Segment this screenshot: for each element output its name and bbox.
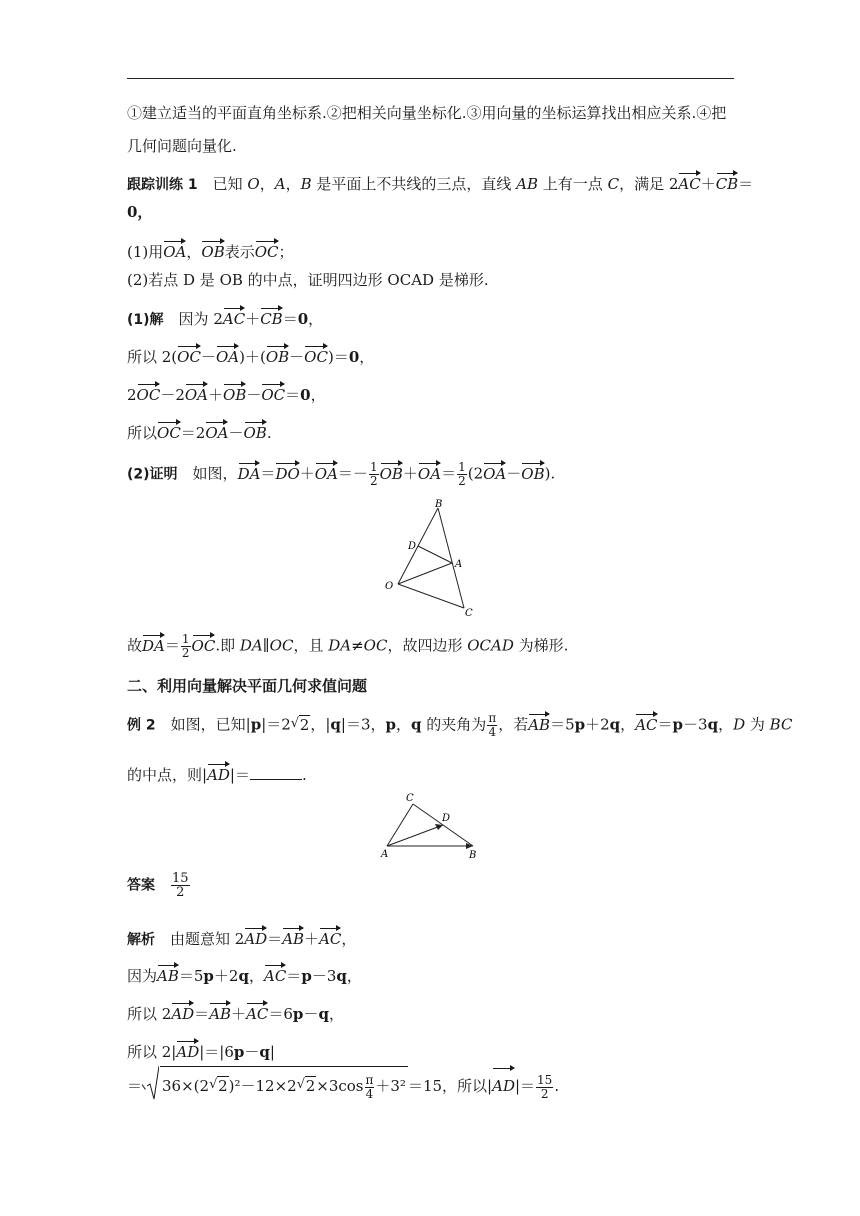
figure-triangle-abc xyxy=(375,790,485,860)
solution-line-1: (1)解 因为 2AC＋CB＝0， xyxy=(127,307,323,330)
training-part-1: (1)用OA，OB表示OC； xyxy=(127,240,294,262)
analysis-line-1: 解析 由题意知 2AD＝AB＋AC， xyxy=(127,927,356,950)
solution-line-3: 2OC－2OA＋OB－OC＝0， xyxy=(127,383,326,405)
solution-line-2: 所以 2(OC－OA)＋(OB－OC)＝0， xyxy=(127,345,374,367)
example-2-line-1: 例 2 如图，已知|p|＝2√ 2，|q|＝3，p，q 的夹角为 $\frac{\pi}{4}$ ，若AB＝5p＋2q，AC＝p－3q，D 为 BC xyxy=(127,712,792,739)
answer-denominator: 2 xyxy=(176,885,185,900)
intro-line-2: 几何问题向量化. xyxy=(127,137,237,155)
conclusion-line: 故DA＝ $\frac{1}{2}$ OC.即 DA∥OC，且 DA≠OC，故四边形 OCAD 为梯形. xyxy=(127,632,569,660)
training-label: 跟踪训练 1 xyxy=(127,177,198,193)
solution-line-4: 所以OC＝2OA－OB. xyxy=(127,421,272,443)
analysis-label: 解析 xyxy=(127,932,155,948)
answer-blank xyxy=(250,765,302,780)
fig2-label-a: A xyxy=(381,849,389,860)
header-rule xyxy=(127,78,734,79)
training-question-line-2: 0， xyxy=(127,203,153,221)
fig2-label-b: B xyxy=(469,850,477,860)
example-2-label: 例 2 xyxy=(127,717,156,734)
training-question-line-1: 跟踪训练 1 已知 O，A，B 是平面上不共线的三点，直线 AB 上有一点 C，满足 2AC＋CB＝ xyxy=(127,172,753,195)
section-2-title: 二、利用向量解决平面几何求值问题 xyxy=(127,677,368,695)
figure-triangle-ocad xyxy=(380,498,480,620)
analysis-line-5: ＝ 36×(2√ 2)²－12×2√ 2×3cos $\frac{\pi}{4}$ ＋3² ＝15，所以|AD|＝ $\frac{15}{2}$ . xyxy=(127,1066,559,1103)
fig1-label-a: A xyxy=(455,559,463,570)
training-part-2: (2)若点 D 是 OB 的中点，证明四边形 OCAD 是梯形. xyxy=(127,271,489,289)
solution-line-5: (2)证明 如图，DA＝DO＋OA＝－ $\frac{1}{2}$ OB＋OA＝ $\frac{1}{2}$ (2OA－OB). xyxy=(127,460,556,488)
fig1-label-b: B xyxy=(435,499,443,510)
intro-line-1: ①建立适当的平面直角坐标系.②把相关向量坐标化.③用向量的坐标运算找出相应关系.④把 xyxy=(127,104,727,122)
analysis-line-3: 所以 2AD＝AB＋AC＝6p－q， xyxy=(127,1002,344,1024)
radical: 36×(2√ 2)²－12×2√ 2×3cos $\frac{\pi}{4}$ ＋3² xyxy=(142,1066,408,1103)
analysis-line-2: 因为AB＝5p＋2q，AC＝p－3q， xyxy=(127,964,362,986)
fig1-label-o: O xyxy=(385,581,394,592)
fig1-label-d: D xyxy=(408,541,417,552)
example-2-line-2: 的中点，则|AD|＝ . xyxy=(127,763,307,785)
answer-label: 答案 xyxy=(127,877,155,894)
fig1-label-c: C xyxy=(465,608,473,619)
fig2-label-c: C xyxy=(406,793,414,804)
analysis-line-4: 所以 2|AD|＝|6p－q| xyxy=(127,1040,275,1062)
answer-line xyxy=(127,872,191,899)
fig2-label-d: D xyxy=(442,813,451,824)
answer-numerator: 15 xyxy=(172,871,189,886)
